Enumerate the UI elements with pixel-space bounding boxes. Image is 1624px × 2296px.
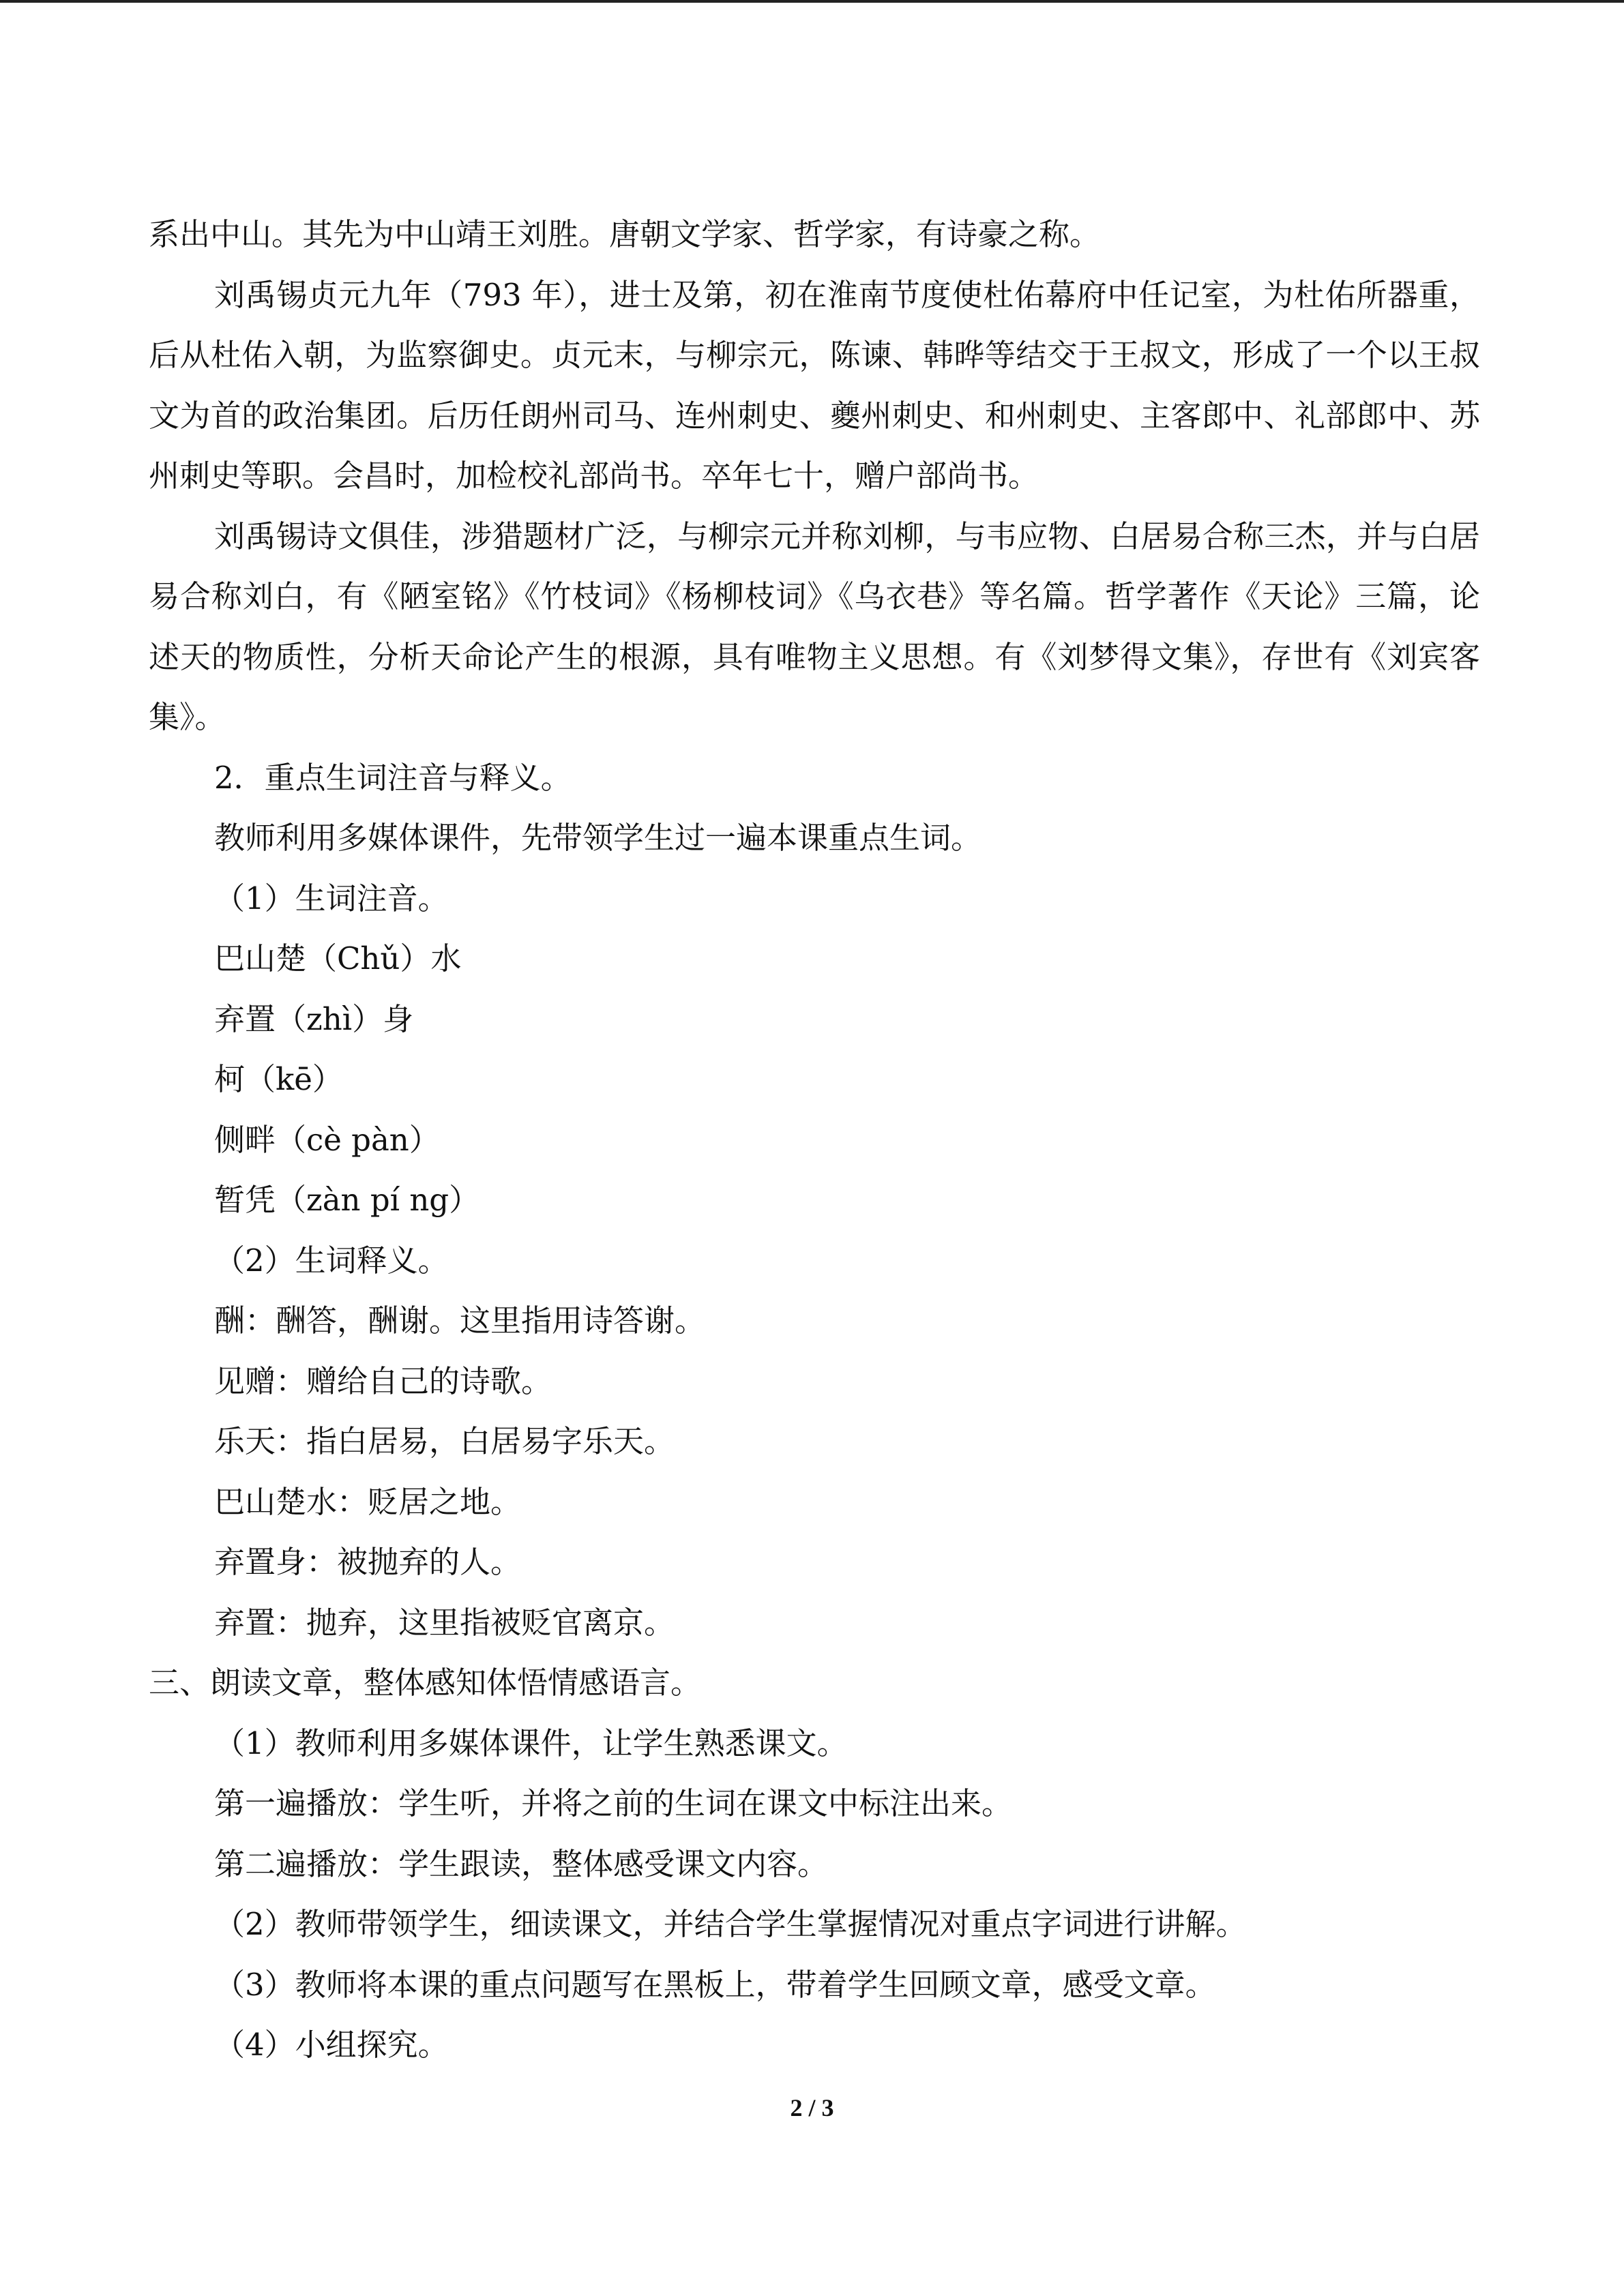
paragraph-works: 刘禹锡诗文俱佳，涉猎题材广泛，与柳宗元并称刘柳，与韦应物、白居易合称三杰，并与白居易合称刘白，有《陋室铭》《竹枝词》《杨柳枝词》《乌衣巷》等名篇。哲学著作《天论》三篇，论述天的物质性，分析天命论产生的根源，具有唯物主义思想。有《刘梦得文集》，存世有《刘宾客集》。	[149, 518, 1480, 735]
top-border	[0, 0, 1624, 3]
step-item: （2）教师带领学生，细读课文，并结合学生掌握情况对重点字词进行讲解。	[214, 1906, 1247, 1942]
definition-item: 见赠：赠给自己的诗歌。	[214, 1362, 552, 1399]
paragraph-biography: 刘禹锡贞元九年（793 年），进士及第，初在淮南节度使杜佑幕府中任记室，为杜佑所器重，后从杜佑入朝，为监察御史。贞元末，与柳宗元，陈谏、韩晔等结交于王叔文，形成了一个以王叔文为首的政治集团。后历任朗州司马、连州刺史、夔州刺史、和州刺史、主客郎中、礼部郎中、苏州刺史等职。会昌时，加检校礼部尚书。卒年七十，赠户部尚书。	[149, 276, 1480, 494]
section-heading: 三、朗读文章，整体感知体悟情感语言。	[149, 1665, 702, 1701]
vocab-item: 巴山楚（Chǔ）水	[214, 940, 462, 976]
paragraph-continuation: 系出中山。其先为中山靖王刘胜。唐朝文学家、哲学家，有诗豪之称。	[149, 216, 1101, 252]
reading-section	[149, 1714, 1480, 2076]
document-body	[149, 205, 1480, 2076]
vocabulary-section	[149, 748, 1480, 1654]
step-item: 第一遍播放：学生听，并将之前的生词在课文中标注出来。	[214, 1785, 1013, 1821]
definition-item: 弃置：抛弃，这里指被贬官离京。	[214, 1604, 675, 1641]
definition-item: 弃置身：被抛弃的人。	[214, 1544, 522, 1580]
step-item: （4）小组探究。	[214, 2027, 449, 2063]
list-heading-definitions: （2）生词释义。	[214, 1242, 449, 1279]
definition-item: 乐天：指白居易，白居易字乐天。	[214, 1423, 675, 1459]
vocab-item: 侧畔（cè pàn）	[214, 1121, 440, 1158]
definition-item: 酬：酬答，酬谢。这里指用诗答谢。	[214, 1302, 706, 1339]
vocab-item: 柯（kē）	[214, 1061, 343, 1097]
subheading-vocabulary: 2．重点生词注音与释义。	[214, 759, 572, 796]
page-number: 2 / 3	[790, 2094, 834, 2121]
step-item: 第二遍播放：学生跟读，整体感受课文内容。	[214, 1845, 829, 1882]
vocab-item: 暂凭（zàn pí ng）	[214, 1182, 480, 1218]
step-item: （3）教师将本课的重点问题写在黑板上，带着学生回顾文章，感受文章。	[214, 1966, 1216, 2003]
definition-item: 巴山楚水：贬居之地。	[214, 1483, 522, 1520]
step-item: （1）教师利用多媒体课件，让学生熟悉课文。	[214, 1725, 848, 1761]
text-line: 教师利用多媒体课件，先带领学生过一遍本课重点生词。	[214, 820, 982, 856]
vocab-item: 弃置（zhì）身	[214, 1000, 414, 1037]
list-heading-pronunciation: （1）生词注音。	[214, 880, 449, 916]
